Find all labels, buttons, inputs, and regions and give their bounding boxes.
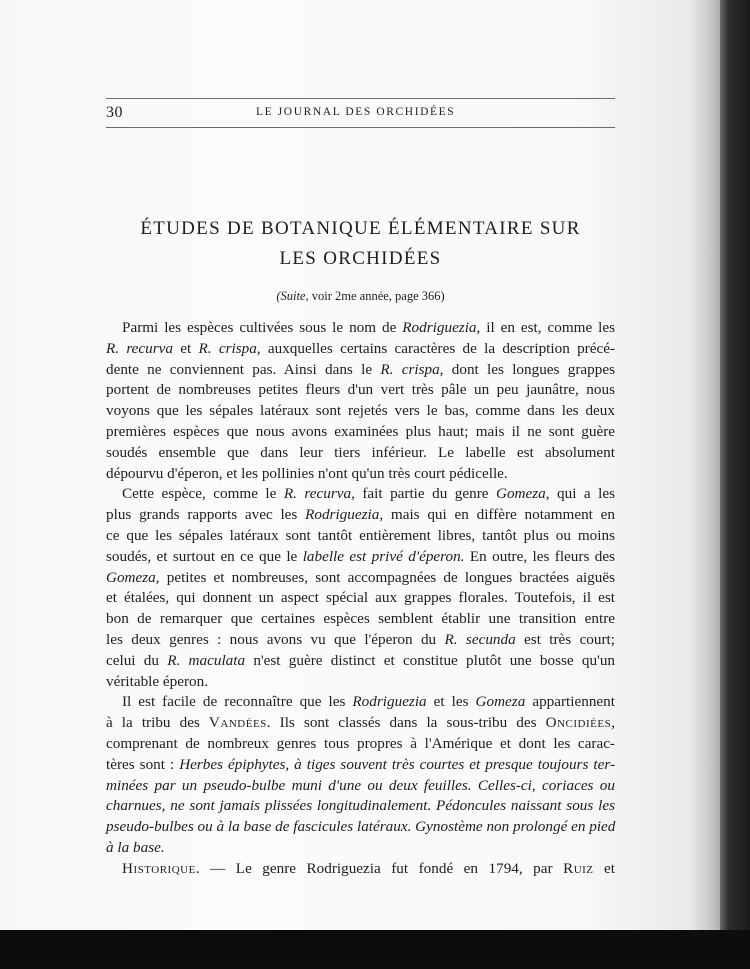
text-run: il en est, comme les [480, 319, 616, 336]
small-caps-text: Ruiz [563, 859, 594, 877]
text-run: est très court; [515, 630, 615, 648]
text-line [106, 422, 615, 443]
text-run: premières espèces que nous avons examinées plus haut; mais il ne sont guère [106, 422, 615, 440]
text-line [106, 692, 615, 713]
text-line [106, 505, 615, 526]
text-run: soudés ensemble que dans leur tiers inférieur. Le labelle est absolument [106, 443, 615, 461]
text-line [106, 838, 615, 859]
italic-text: à la base. [106, 838, 165, 856]
text-run: qui a les [549, 485, 615, 503]
text-run: et [593, 859, 615, 877]
italic-text: Gomeza, [495, 485, 550, 503]
text-run: et étalées, qui donnent un aspect spécial aux grappes florales. Toutefois, il est [106, 589, 615, 607]
text-run: , [611, 714, 615, 732]
running-header [106, 98, 615, 128]
italic-text: labelle est privé d'éperon. [302, 547, 465, 565]
text-run: à la tribu des [106, 714, 209, 732]
article-title-line-2: LES ORCHIDÉES [279, 248, 442, 269]
italic-text: pseudo-bulbes ou à la base de fascicules latéraux. Gynostème non prolongé en pied [106, 818, 616, 836]
text-run: comprenant de nombreux genres tous propres à l'Amérique et dont les carac- [106, 734, 615, 752]
text-run: celui du [106, 651, 168, 669]
text-run: n'est guère distinct et constitue plutôt une bosse qu'un [245, 651, 616, 669]
text-run: et les [426, 693, 476, 711]
text-run: . Ils sont classés dans la sous-tribu des [266, 714, 546, 732]
text-line [106, 609, 615, 630]
small-caps-text: Oncidiées [545, 714, 612, 732]
text-run: et [173, 339, 199, 357]
text-line [106, 568, 615, 589]
italic-text: R. secunda [444, 630, 516, 648]
running-title: LE JOURNAL DES ORCHIDÉES [256, 106, 456, 118]
article-title-line-1: ÉTUDES DE BOTANIQUE ÉLÉMENTAIRE SUR [140, 218, 581, 239]
text-run: les deux genres : nous avons vu que l'éperon du [106, 630, 445, 648]
text-run: dont les longues grappes [443, 360, 615, 378]
text-line [106, 401, 615, 422]
text-line [106, 713, 615, 734]
text-line [106, 588, 615, 609]
italic-text: minées par un pseudo-bulbe muni d'une ou deux feuilles. Celles-ci, coriaces ou [106, 776, 615, 794]
text-line [106, 651, 615, 672]
text-line [106, 464, 615, 485]
text-line [106, 859, 615, 880]
italic-text: Herbes épiphytes, à tiges souvent très courtes et presque toujours ter- [179, 755, 615, 773]
text-line [106, 734, 615, 755]
italic-text: Gomeza [475, 693, 526, 711]
text-run: mais qui en diffère notamment en [383, 506, 615, 524]
text-line [106, 776, 615, 797]
italic-text: R. crispa, [380, 360, 444, 378]
text-run: dépourvu d'éperon, et les pollinies n'ont qu'un très court pédicelle. [106, 464, 508, 482]
continuation-note [106, 289, 615, 304]
text-run: appartiennent [525, 693, 615, 711]
text-line [106, 672, 615, 693]
italic-text: Rodriguezia, [305, 506, 384, 524]
text-run: auxquelles certains caractères de la description précé- [260, 339, 616, 357]
article-body [106, 318, 615, 880]
text-run: dente ne conviennent pas. Ainsi dans le [106, 360, 381, 378]
continuation-note-italic: (Suite, [276, 289, 309, 303]
scan-bottom-band [0, 930, 750, 969]
italic-text: R. recurva, [283, 485, 355, 503]
continuation-note-text: voir 2me année, page 366) [311, 289, 445, 303]
text-run: En outre, les fleurs des [464, 547, 615, 565]
header-top-rule [106, 98, 615, 99]
text-line [106, 484, 615, 505]
text-run: ce que les sépales latéraux sont tantôt entièrement libres, tantôt plus ou moins [106, 526, 615, 544]
text-line [106, 817, 615, 838]
small-caps-text: Vandées [208, 714, 267, 732]
text-line [106, 318, 615, 339]
italic-text: R. maculata [167, 651, 246, 669]
italic-text: Rodriguezia, [402, 319, 481, 336]
italic-text: Rodriguezia [352, 693, 427, 711]
text-run: soudés, et surtout en ce que le [106, 547, 303, 565]
italic-text: Gomeza, [106, 568, 160, 586]
text-run: plus grands rapports avec les [106, 506, 306, 524]
text-line [106, 547, 615, 568]
text-run: Parmi les espèces cultivées sous le nom de [122, 319, 403, 336]
text-run: . — Le genre Rodriguezia fut fondé en 1794, par [195, 859, 564, 877]
scan-edge-strip [720, 0, 750, 969]
text-line [106, 380, 615, 401]
italic-text: R. recurva [106, 339, 174, 357]
text-line [106, 526, 615, 547]
text-run: bon de remarquer que certaines espèces semblent établir une transition entre [106, 610, 615, 628]
text-run: portent de nombreuses petites fleurs d'un vert très pâle un peu jaunâtre, nous [106, 381, 615, 399]
text-run: véritable éperon. [106, 672, 209, 690]
text-run: tères sont : [106, 755, 180, 773]
text-run: fait partie du genre [354, 485, 496, 503]
page-edge-shadow [690, 0, 724, 930]
italic-text: charnues, ne sont jamais plissées longitudinalement. Pédoncules naissant sous les [106, 797, 615, 815]
text-line [106, 630, 615, 651]
text-run: voyons que les sépales latéraux sont rejetés vers le bas, comme dans les deux [106, 402, 615, 420]
header-bottom-rule [106, 127, 615, 128]
text-line [106, 755, 615, 776]
italic-text: R. crispa, [198, 339, 261, 357]
text-line [106, 360, 615, 381]
text-line [106, 339, 615, 360]
text-run: petites et nombreuses, sont accompagnées de longues bractées aiguës [159, 568, 615, 586]
page-number: 30 [106, 104, 123, 121]
text-run: Cette espèce, comme le [122, 485, 284, 503]
text-line [106, 443, 615, 464]
article-title [106, 214, 615, 274]
small-caps-text: Historique [122, 859, 196, 877]
text-run: Il est facile de reconnaître que les [122, 693, 353, 711]
text-line [106, 796, 615, 817]
